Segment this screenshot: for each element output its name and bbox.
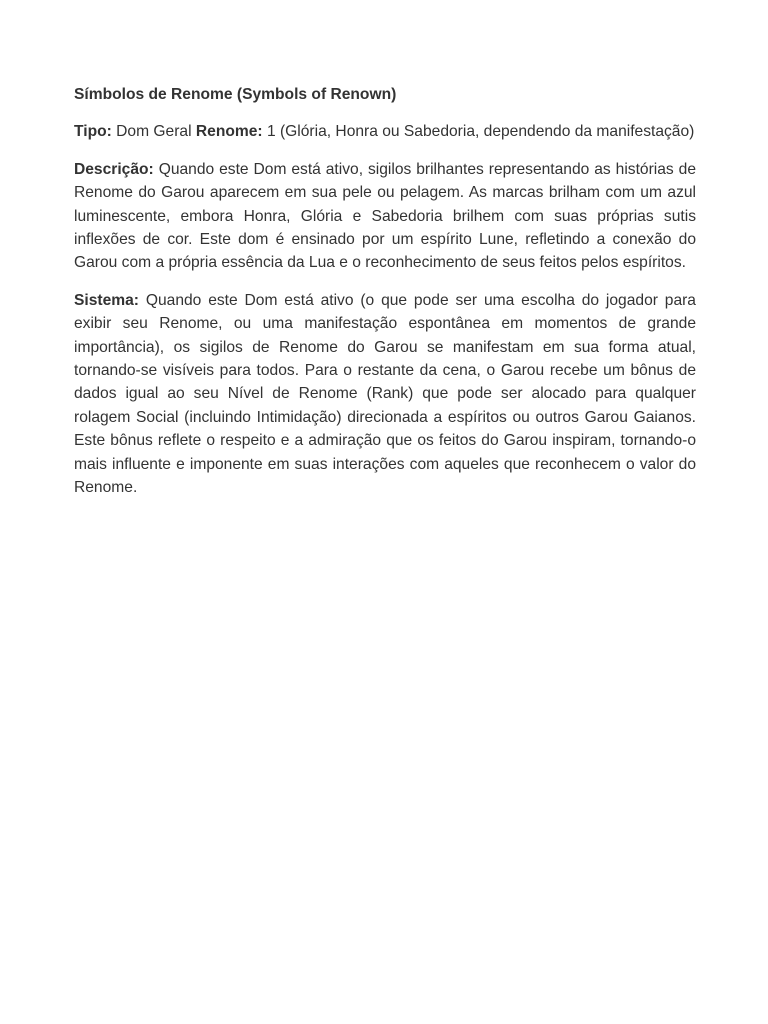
descricao-text: Quando este Dom está ativo, sigilos brilhantes representando as histórias de Renome do Garou aparecem em sua pele ou pelagem. As marcas brilham com um azul luminescente, embora Honra, Glória e Sabedoria brilhem com suas próprias sutis inflexões de cor. Este dom é ensinado por um espírito Lune, refletindo a conexão do Garou com a própria essência da Lua e o reconhecimento de seus feitos pelos espíritos. [74, 160, 696, 272]
renome-label: Renome: [195, 123, 263, 141]
document-title: Símbolos de Renome (Symbols of Renown) [74, 86, 397, 103]
document-page [74, 83, 696, 514]
sistema-label: Sistema: [74, 291, 140, 309]
renome-value: 1 (Glória, Honra ou Sabedoria, dependendo da manifestação) [266, 123, 695, 141]
tipo-label: Tipo: [74, 123, 112, 141]
sistema-paragraph [74, 289, 696, 500]
meta-paragraph [74, 120, 696, 143]
descricao-paragraph [74, 158, 696, 275]
descricao-label: Descrição: [74, 160, 154, 178]
tipo-value: Dom Geral [116, 123, 192, 141]
sistema-text: Quando este Dom está ativo (o que pode ser uma escolha do jogador para exibir seu Renome, ou uma manifestação espontânea em momentos de grande importância), os sigilos de Renome do Garou se manifestam em sua forma atual, tornando-se visíveis para todos. Para o restante da cena, o Garou recebe um bônus de dados igual ao seu Nível de Renome (Rank) que pode ser alocado para qualquer rolagem Social (incluindo Intimidação) direcionada a espíritos ou outros Garou Gaianos. Este bônus reflete o respeito e a admiração que os feitos do Garou inspiram, tornando-o mais influente e imponente em suas interações com aqueles que reconhecem o valor do Renome. [74, 291, 696, 497]
